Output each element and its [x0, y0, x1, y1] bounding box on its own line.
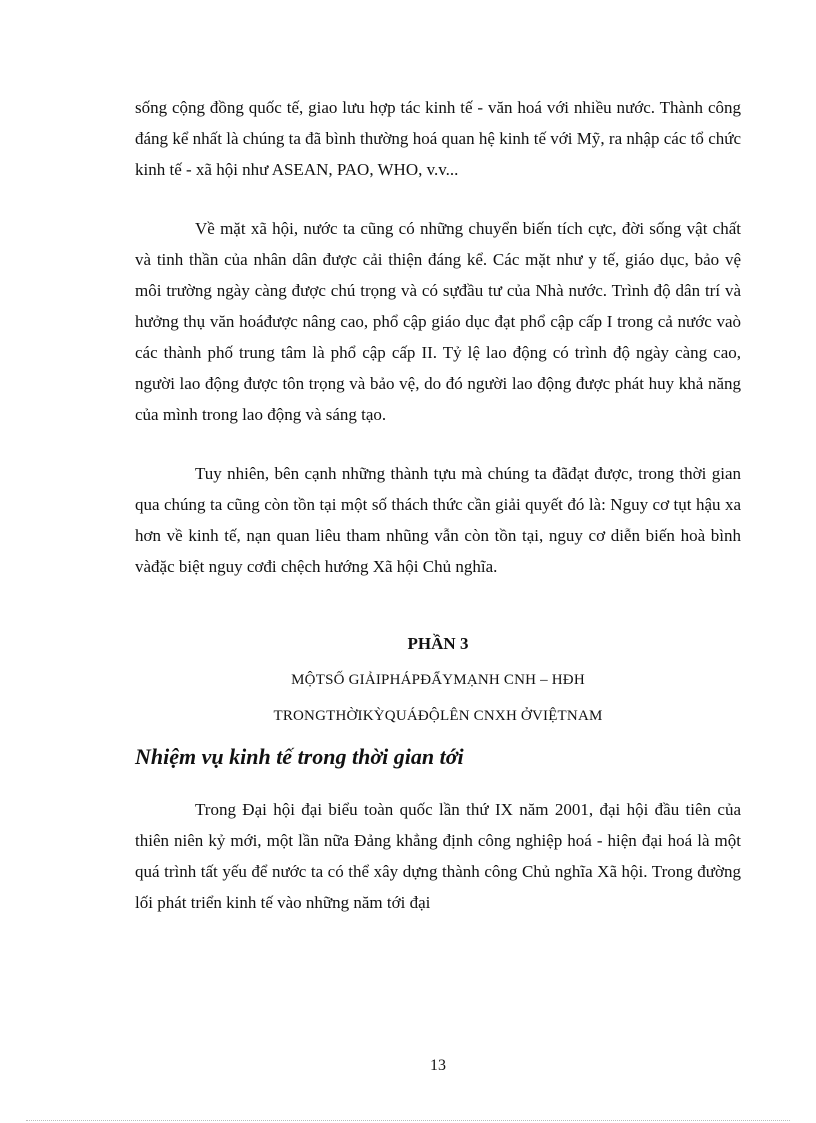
paragraph-congress: Trong Đại hội đại biểu toàn quốc lần thứ IX năm 2001, đại hội đầu tiên của thiên niên kỷ mới, một lần nữa Đảng khẳng định công nghiệp hoá - hiện đại hoá là một quá trình tất yếu để nước ta có thể xây dựng thành công Chủ nghĩa Xã hội. Trong đường lối phát triển kinh tế vào những năm tới đại — [135, 800, 741, 912]
section-heading — [135, 626, 741, 734]
paragraph-social-changes: Về mặt xã hội, nước ta cũng có những chuyển biến tích cực, đời sống vật chất và tinh thần của nhân dân được cải thiện đáng kể. Các mặt như y tế, giáo dục, bảo vệ môi trường ngày càng được chú trọng và có sựđầu tư của Nhà nước. Trình độ dân trí và hưởng thụ văn hoáđược nâng cao, phổ cập giáo dục đạt phổ cập cấp I trong cả nước vaò các thành phố trung tâm là phổ cập cấp II. Tỷ lệ lao động có trình độ ngày càng cao, người lao động được tôn trọng và bảo vệ, do đó người lao động được phát huy khả năng của mình trong lao động và sáng tạo. — [135, 219, 741, 424]
section-label: PHẦN 3 — [407, 634, 469, 653]
page-bottom-divider — [26, 1120, 790, 1121]
paragraph-challenges: Tuy nhiên, bên cạnh những thành tựu mà chúng ta đãđạt được, trong thời gian qua chúng ta cũng còn tồn tại một số thách thức cần giải quyết đó là: Nguy cơ tụt hậu xa hơn về kinh tế, nạn quan liêu tham nhũng vẫn còn tồn tại, nguy cơ diễn biến hoà bình vàđặc biệt nguy cơđi chệch hướng Xã hội Chủ nghĩa. — [135, 464, 741, 576]
page-content — [135, 92, 741, 946]
subheading: Nhiệm vụ kinh tế trong thời gian tới — [135, 744, 464, 769]
paragraph-continued: sống cộng đồng quốc tế, giao lưu hợp tác kinh tế - văn hoá với nhiều nước. Thành công đáng kể nhất là chúng ta đã bình thường hoá quan hệ kinh tế với Mỹ, ra nhập các tổ chức kinh tế - xã hội như ASEAN, PAO, WHO, v.v... — [135, 98, 741, 179]
page-number: 13 — [430, 1057, 446, 1074]
section-title-line-1: MỘTSỐ GIẢIPHÁPĐẨYMẠNH CNH – HĐH — [291, 672, 585, 688]
section-title-line-2: TRONGTHỜIKỲQUÁĐỘLÊN CNXH ỞVIỆTNAM — [273, 708, 603, 724]
